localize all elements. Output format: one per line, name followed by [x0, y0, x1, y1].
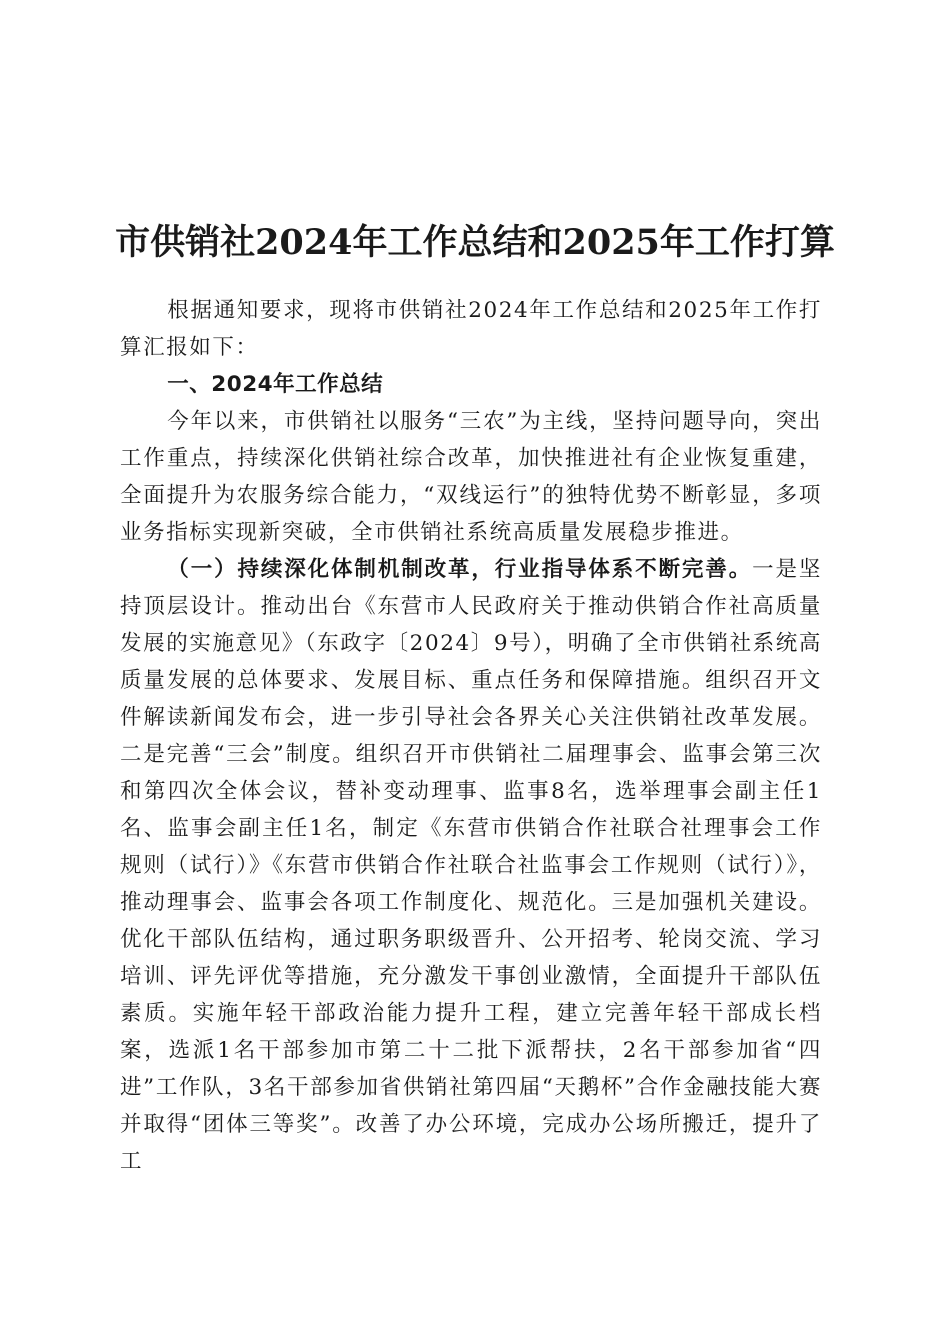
subsection-body: 一是坚持顶层设计。推动出台《东营市人民政府关于推动供销合作社高质量发展的实施意见》（东政字〔2024〕9号），明确了全市供销社系统高质量发展的总体要求、发展目标、重点任务和保障措施。组织召开文件解读新闻发布会，进一步引导社会各界关心关注供销社改革发展。二是完善“三会”制度。组织召开市供销社二届理事会、监事会第三次和第四次全体会议，替补变动理事、监事8名，选举理事会副主任1名、监事会副主任1名，制定《东营市供销合作社联合社理事会工作规则（试行）》《东营市供销合作社联合社监事会工作规则（试行）》，推动理事会、监事会各项工作制度化、规范化。三是加强机关建设。优化干部队伍结构，通过职务职级晋升、公开招考、轮岗交流、学习培训、评先评优等措施，充分激发干事创业激情，全面提升干部队伍素质。实施年轻干部政治能力提升工程，建立完善年轻干部成长档案，选派1名干部参加市第二十二批下派帮扶，2名干部参加省“四进”工作队，3名干部参加省供销社第四届“天鹅杯”合作金融技能大赛并取得“团体三等奖”。改善了办公环境，完成办公场所搬迁，提升了工	[120, 557, 822, 1174]
intro-paragraph: 根据通知要求，现将市供销社2024年工作总结和2025年工作打算汇报如下：	[120, 298, 822, 360]
document-body	[120, 292, 822, 1180]
section-heading: 一、2024年工作总结	[167, 372, 384, 397]
subsection-heading: （一）持续深化体制机制改革，行业指导体系不断完善。	[167, 557, 753, 582]
overview-paragraph: 今年以来，市供销社以服务“三农”为主线，坚持问题导向，突出工作重点，持续深化供销社综合改革，加快推进社有企业恢复重建，全面提升为农服务综合能力，“双线运行”的独特优势不断彰显，多项业务指标实现新突破，全市供销社系统高质量发展稳步推进。	[120, 409, 822, 545]
document-title: 市供销社2024年工作总结和2025年工作打算	[115, 222, 835, 264]
subsection-paragraph	[120, 551, 822, 1180]
